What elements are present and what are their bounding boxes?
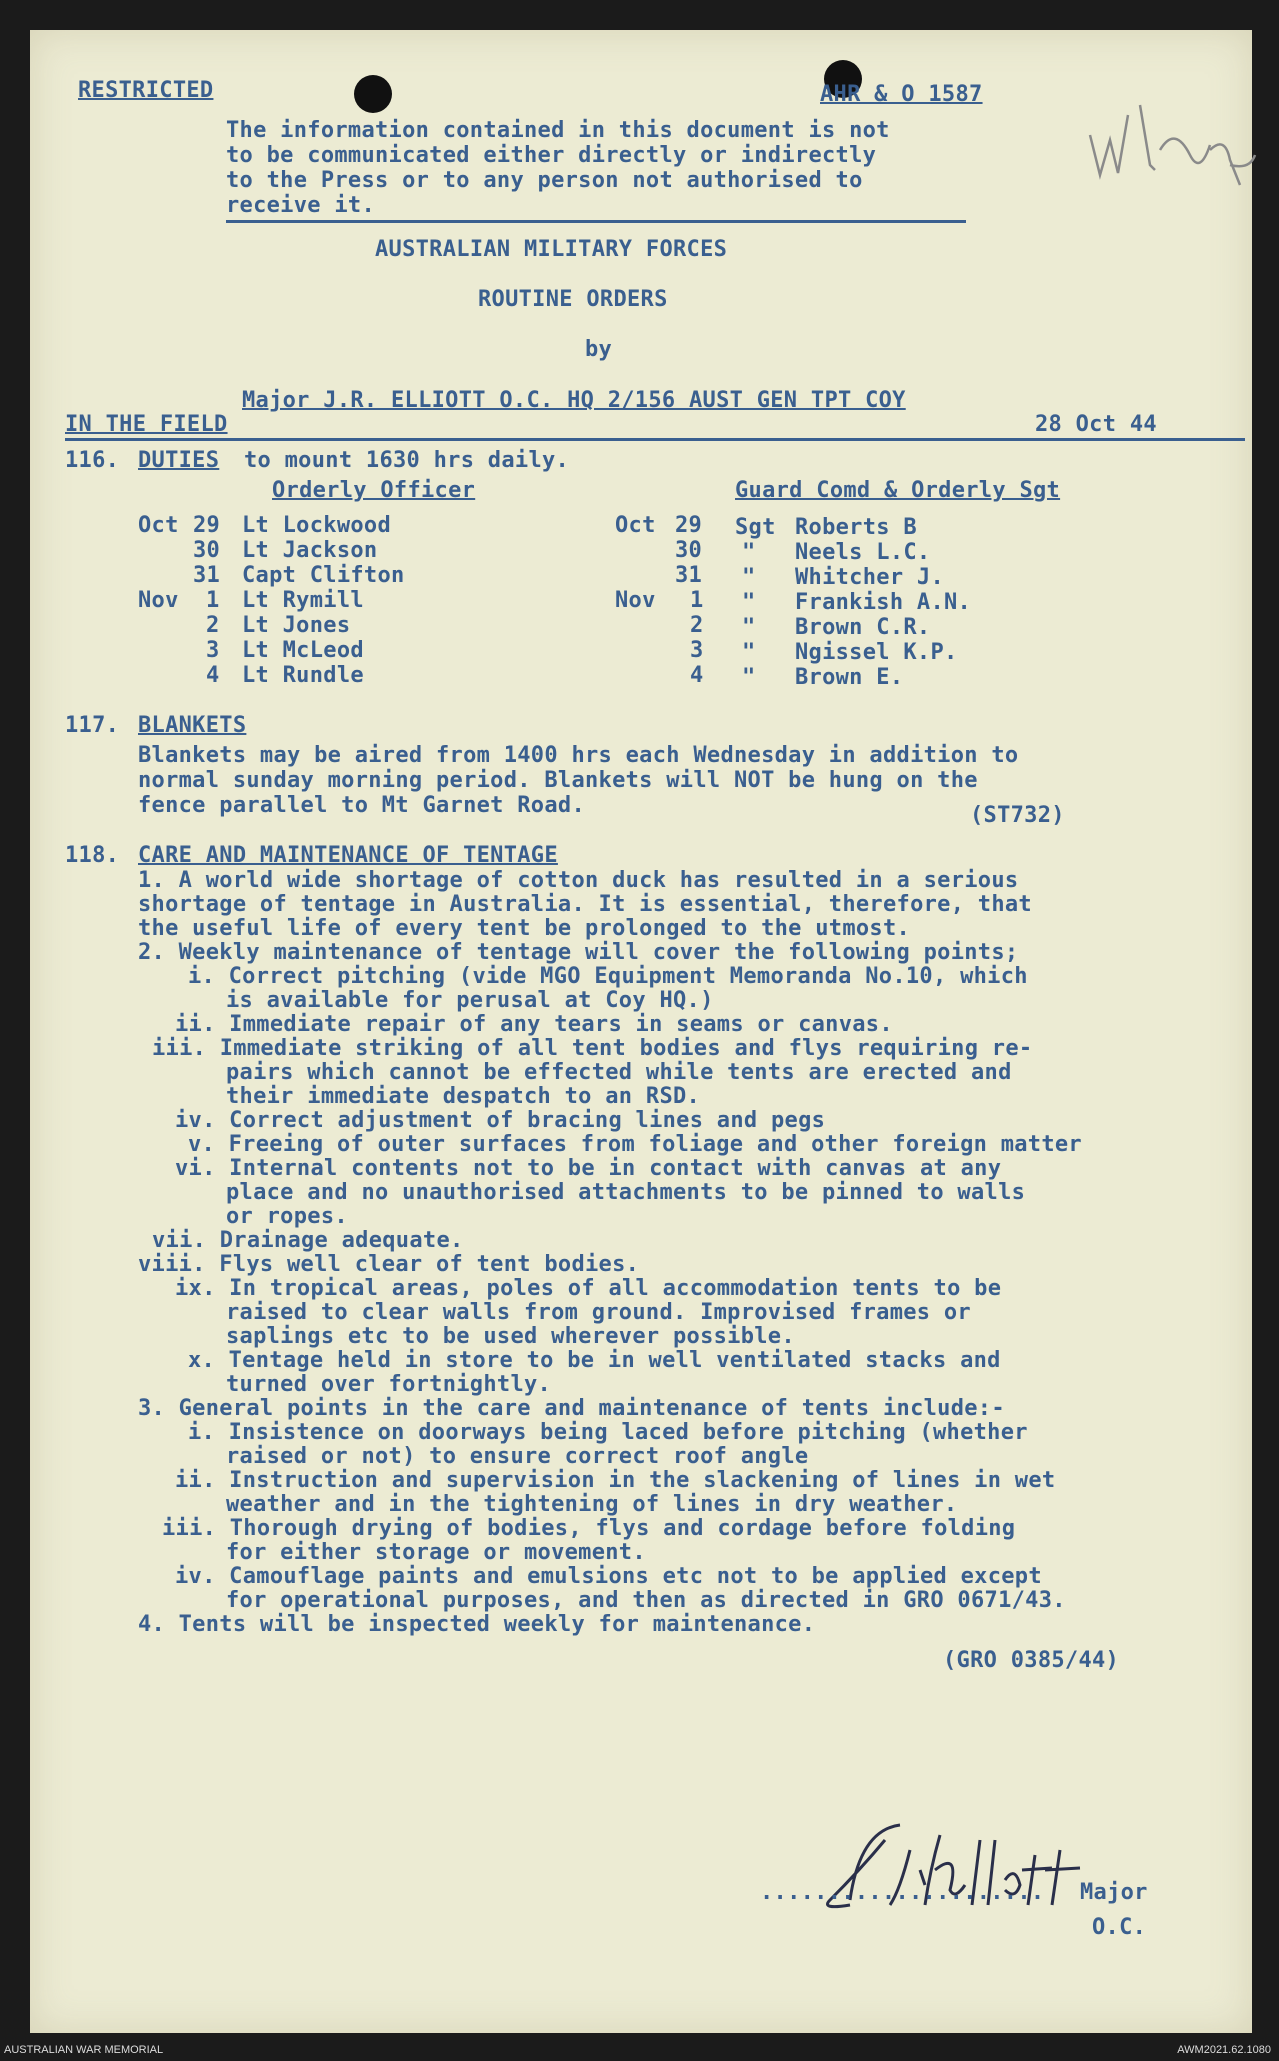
rank-cell: " xyxy=(742,665,756,690)
pencil-annotation xyxy=(1080,95,1260,215)
day-cell: 3 xyxy=(206,638,220,663)
tentage-line: turned over fortnightly. xyxy=(226,1372,552,1397)
sergeant-cell: Ngissel K.P. xyxy=(795,640,958,665)
sergeant-cell: Roberts B xyxy=(795,515,917,540)
rank-cell: " xyxy=(742,590,756,615)
tentage-line: ix. In tropical areas, poles of all accommodation tents to be xyxy=(175,1276,1002,1301)
sergeant-cell: Whitcher J. xyxy=(795,565,944,590)
tentage-line: is available for perusal at Coy HQ.) xyxy=(226,988,714,1013)
day-cell: 31 xyxy=(193,563,221,588)
signatory-rank: Major xyxy=(1080,1880,1148,1905)
sergeant-cell: Brown E. xyxy=(795,665,904,690)
duties-subtext: to mount 1630 hrs daily. xyxy=(244,448,570,473)
location: IN THE FIELD xyxy=(65,412,228,437)
notice-rule xyxy=(226,220,966,223)
item-number: 117. xyxy=(65,713,120,738)
header-rule xyxy=(65,438,1245,441)
tentage-line: 2. Weekly maintenance of tentage will cover the following points; xyxy=(138,940,1019,965)
sergeant-cell: Frankish A.N. xyxy=(795,590,972,615)
tentage-line: x. Tentage held in store to be in well ventilated stacks and xyxy=(188,1348,1001,1373)
officer-cell: Lt Jones xyxy=(242,613,351,638)
notice-line: receive it. xyxy=(226,193,375,218)
item-number: 118. xyxy=(65,843,120,868)
tentage-line: or ropes. xyxy=(226,1204,348,1229)
day-cell: 29 xyxy=(675,513,703,538)
day-cell: 30 xyxy=(193,538,221,563)
rank-cell: " xyxy=(742,540,756,565)
document-title: ROUTINE ORDERS xyxy=(478,287,668,312)
tentage-line: v. Freeing of outer surfaces from foliage and other foreign matter xyxy=(188,1132,1082,1157)
document-reference: AHR & O 1587 xyxy=(820,82,983,107)
rank-cell: " xyxy=(742,640,756,665)
signature-image xyxy=(790,1810,1130,1930)
day-cell: 4 xyxy=(690,663,704,688)
tentage-line: 4. Tents will be inspected weekly for maintenance. xyxy=(138,1612,816,1637)
officer-cell: Lt Jackson xyxy=(242,538,378,563)
rank-cell: Sgt xyxy=(735,515,776,540)
signature-dots: ..................... xyxy=(760,1880,1045,1905)
tentage-line: 3. General points in the care and maintenance of tents include:- xyxy=(138,1396,1005,1421)
tentage-line: vii. Drainage adequate. xyxy=(152,1228,464,1253)
signatory-role: O.C. xyxy=(1092,1915,1147,1940)
notice-line: The information contained in this document is not xyxy=(226,118,890,143)
punch-hole xyxy=(354,75,392,113)
month-cell: Nov xyxy=(615,588,656,613)
item-number: 116. xyxy=(65,448,120,473)
day-cell: 4 xyxy=(206,663,220,688)
day-cell: 31 xyxy=(675,563,703,588)
officer-cell: Lt Lockwood xyxy=(242,513,391,538)
tentage-line: their immediate despatch to an RSD. xyxy=(226,1084,701,1109)
blankets-reference: (ST732) xyxy=(970,803,1065,828)
by-label: by xyxy=(585,337,613,362)
blankets-line: normal sunday morning period. Blankets will NOT be hung on the xyxy=(138,768,978,793)
restricted-label: RESTRICTED xyxy=(78,78,214,103)
day-cell: 2 xyxy=(690,613,704,638)
org-title: AUSTRALIAN MILITARY FORCES xyxy=(375,237,728,262)
tentage-reference: (GRO 0385/44) xyxy=(943,1648,1120,1673)
section-heading-duties: DUTIES xyxy=(138,448,220,473)
tentage-line: i. Correct pitching (vide MGO Equipment Memoranda No.10, which xyxy=(188,964,1028,989)
tentage-line: iii. Thorough drying of bodies, flys and cordage before folding xyxy=(162,1516,1016,1541)
sergeant-cell: Brown C.R. xyxy=(795,615,931,640)
document-page xyxy=(30,30,1252,2033)
day-cell: 3 xyxy=(690,638,704,663)
tentage-line: saplings etc to be used wherever possible. xyxy=(226,1324,795,1349)
tentage-line: ii. Instruction and supervision in the slackening of lines in wet xyxy=(175,1468,1056,1493)
blankets-line: fence parallel to Mt Garnet Road. xyxy=(138,793,585,818)
tentage-line: the useful life of every tent be prolonged to the utmost. xyxy=(138,916,911,941)
guard-comd-heading: Guard Comd & Orderly Sgt xyxy=(735,478,1061,503)
month-cell: Oct xyxy=(615,513,656,538)
tentage-line: place and no unauthorised attachments to be pinned to walls xyxy=(226,1180,1026,1205)
footer-id: AWM2021.62.1080 xyxy=(1177,2044,1271,2056)
tentage-line: pairs which cannot be effected while tents are erected and xyxy=(226,1060,1012,1085)
issuing-officer: Major J.R. ELLIOTT O.C. HQ 2/156 AUST GEN TPT COY xyxy=(242,388,906,413)
tentage-line: iii. Immediate striking of all tent bodies and flys requiring re- xyxy=(152,1036,1033,1061)
day-cell: 29 xyxy=(193,513,221,538)
day-cell: 2 xyxy=(206,613,220,638)
sergeant-cell: Neels L.C. xyxy=(795,540,931,565)
tentage-line: weather and in the tightening of lines in dry weather. xyxy=(226,1492,958,1517)
tentage-line: 1. A world wide shortage of cotton duck has resulted in a serious xyxy=(138,868,1019,893)
officer-cell: Lt Rymill xyxy=(242,588,364,613)
tentage-line: raised to clear walls from ground. Improvised frames or xyxy=(226,1300,971,1325)
blankets-line: Blankets may be aired from 1400 hrs each Wednesday in addition to xyxy=(138,743,1019,768)
tentage-line: raised or not) to ensure correct roof angle xyxy=(226,1444,809,1469)
tentage-line: for either storage or movement. xyxy=(226,1540,646,1565)
tentage-line: for operational purposes, and then as directed in GRO 0671/43. xyxy=(226,1588,1066,1613)
footer-credit: AUSTRALIAN WAR MEMORIAL xyxy=(4,2044,164,2056)
day-cell: 30 xyxy=(675,538,703,563)
notice-line: to be communicated either directly or indirectly xyxy=(226,143,877,168)
tentage-line: shortage of tentage in Australia. It is essential, therefore, that xyxy=(138,892,1032,917)
section-heading-tentage: CARE AND MAINTENANCE OF TENTAGE xyxy=(138,843,558,868)
officer-cell: Lt McLeod xyxy=(242,638,364,663)
orderly-officer-heading: Orderly Officer xyxy=(272,478,476,503)
notice-line: to the Press or to any person not authorised to xyxy=(226,168,863,193)
officer-cell: Lt Rundle xyxy=(242,663,364,688)
tentage-line: iv. Correct adjustment of bracing lines and pegs xyxy=(175,1108,826,1133)
tentage-line: vi. Internal contents not to be in contact with canvas at any xyxy=(175,1156,1002,1181)
month-cell: Oct xyxy=(138,513,179,538)
order-date: 28 Oct 44 xyxy=(1035,412,1157,437)
tentage-line: ii. Immediate repair of any tears in seams or canvas. xyxy=(175,1012,893,1037)
section-heading-blankets: BLANKETS xyxy=(138,713,247,738)
officer-cell: Capt Clifton xyxy=(242,563,405,588)
rank-cell: " xyxy=(742,615,756,640)
rank-cell: " xyxy=(742,565,756,590)
day-cell: 1 xyxy=(690,588,704,613)
tentage-line: viii. Flys well clear of tent bodies. xyxy=(138,1252,640,1277)
tentage-line: iv. Camouflage paints and emulsions etc not to be applied except xyxy=(175,1564,1042,1589)
month-cell: Nov xyxy=(138,588,179,613)
tentage-line: i. Insistence on doorways being laced before pitching (whether xyxy=(188,1420,1028,1445)
day-cell: 1 xyxy=(206,588,220,613)
